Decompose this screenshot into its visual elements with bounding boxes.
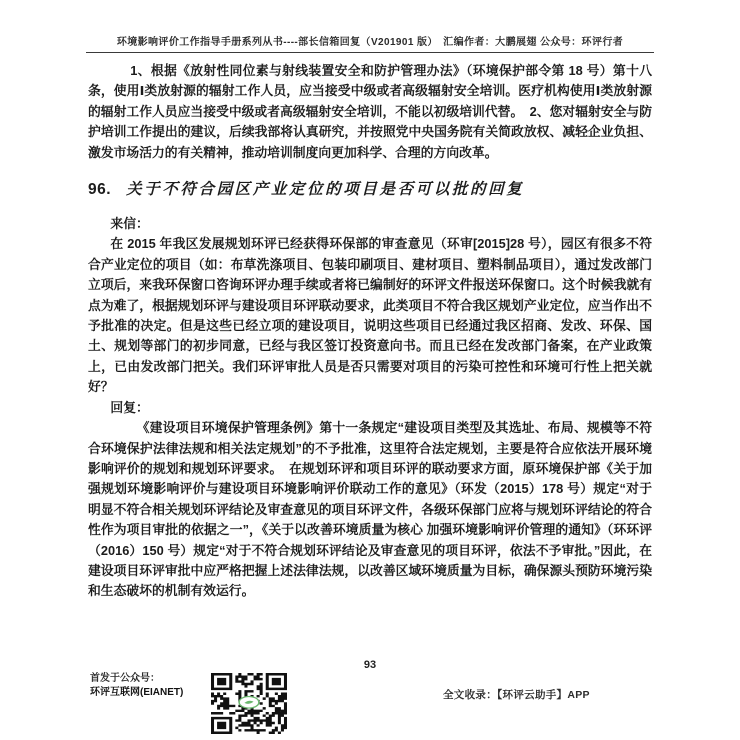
document-body [88, 61, 652, 602]
footer-publisher-line2: 环评互联网(EIANET) [90, 686, 184, 698]
footer-publisher-line1: 首发于公众号： [90, 673, 160, 684]
header-text: 环境影响评价工作指导手册系列从书----部长信箱回复（V201901 版） 汇编作者：大鹏展翅 公众号：环评行者 [116, 37, 624, 48]
footer-app-note: 全文收录：【环评云助手】APP [443, 689, 590, 701]
reply-label: 回复： [110, 399, 149, 415]
radiation-training-reply-paragraph: 1、根据《放射性同位素与射线装置安全和防护管理办法》（环境保护部令第 18 号）第十八条，使用Ⅰ类放射源的辐射工作人员，应当接受中级或者高级辐射安全培训。医疗机构使用Ⅰ类放射源的辐射工作人员应当接受中级或者高级辐射安全培训，不能以初级培训代替。 2、您对辐射安全与防护培训工作提出的建议，后续我部将认真研究，并按照党中央国务院有关简政放权、减轻企业负担、激发市场活力的有关精神，推动培训制度向更加科学、合理的方向改革。 [88, 63, 652, 160]
reply-body: 《建设项目环境保护管理条例》第十一条规定“建设项目类型及其选址、布局、规模等不符合环境保护法律法规和相关法定规划”的不予批准，这里符合法定规划，主要是符合应依法开展环境影响评价的规划和规划环评要求。 在规划环评和项目环评的联动要求方面，原环境保护部《关于加强规划环境影响评价与建设项目环境影响评价联动工作的意见》（环发（2015）178 号）规定“对于明显不符合相关规划环评结论及审查意见的项目环评文件，各级环保部门应将与规划环评结论的符合性作为项目审批的依据之一”，《关于以改善环境质量为核心 加强环境影响评价管理的通知》（环环评（2016）150 号）规定“对于不符合规划环评结论及审查意见的项目环评，依法不予审批。”因此，在建设项目环评审批中应严格把握上述法律法规，以改善区域环境质量为目标，确保源头预防环境污染和生态破坏的机制有效运行。 [88, 420, 652, 599]
page-header [86, 33, 654, 53]
footer-publisher [90, 672, 183, 699]
letter-label: 来信： [110, 216, 149, 232]
page-number: 93 [363, 659, 377, 671]
letter-body: 在 2015 年我区发展规划环评已经获得环保部的审查意见（环审[2015]28 号），园区有很多不符合产业定位的项目（如：布草洗涤项目、包装印刷项目、建材项目、塑料制品项目），通过发改部门立项后，来我环保窗口咨询环评办理手续或者将已编制好的环评文件报送环保窗口。这个时候我就有点为难了，根据规划环评与建设项目环评联动要求，此类项目不符合我区规划产业定位，应当作出不予批准的决定。但是这些已经立项的建设项目，说明这些项目已经通过我区招商、发改、环保、国土、规划等部门的初步同意，已经与我区签订投资意向书。而且已经在发改部门备案，在产业政策上，已由发改部门把关。我们环评审批人员是否只需要对项目的污染可控性和环境可行性上把关就好？ [88, 236, 652, 395]
section-number: 96. [88, 181, 112, 199]
qr-code-icon [211, 673, 287, 734]
section-heading [88, 178, 652, 201]
section-title: 关于不符合园区产业定位的项目是否可以批的回复 [126, 181, 525, 199]
